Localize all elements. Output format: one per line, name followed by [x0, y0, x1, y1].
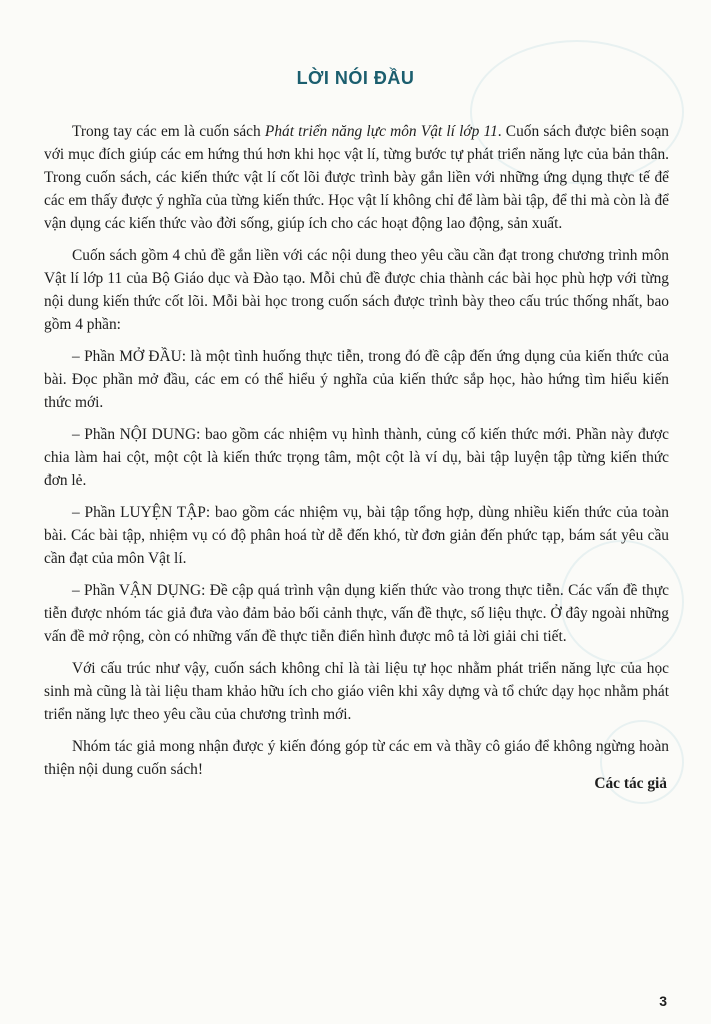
signature: Các tác giả	[594, 775, 667, 792]
foreword-body	[44, 120, 669, 790]
book-title: Phát triển năng lực môn Vật lí lớp 11	[264, 123, 498, 140]
intro-text-after: . Cuốn sách được biên soạn với mục đích giúp các em hứng thú hơn khi học vật lí, từng bước tự phát triển năng lực của bản thân. Trong cuốn sách, các kiến thức vật lí cốt lõi được trình bày gắn liền với những ứng dụng thực tế để các em thấy được ý nghĩa của từng kiến thức. Học vật lí không chỉ để làm bài tập, để thi mà còn là để vận dụng các kiến thức vào đời sống, giúp ích cho các hoạt động lao động, sản xuất.	[44, 123, 670, 232]
intro-paragraph	[44, 120, 669, 235]
page-number: 3	[659, 993, 667, 1009]
paragraph-summary: Với cấu trúc như vậy, cuốn sách không chỉ là tài liệu tự học nhằm phát triển năng lực của học sinh mà cũng là tài liệu tham khảo hữu ích cho giáo viên khi xây dựng và tổ chức dạy học nhằm phát triển năng lực theo yêu cầu của chương trình mới.	[44, 660, 669, 723]
paragraph-van-dung: – Phần VẬN DỤNG: Đề cập quá trình vận dụng kiến thức vào trong thực tiễn. Các vấn đề thực tiễn được nhóm tác giả đưa vào đảm bảo bối cảnh thực, vấn đề thực, số liệu thực. Ở đây ngoài những vấn đề mở rộng, còn có những vấn đề thực tiễn điển hình được mô tả lời giải chi tiết.	[44, 582, 669, 645]
paragraph-closing: Nhóm tác giả mong nhận được ý kiến đóng góp từ các em và thầy cô giáo để không ngừng hoàn thiện nội dung cuốn sách!	[44, 738, 669, 778]
paragraph-noi-dung: – Phần NỘI DUNG: bao gồm các nhiệm vụ hình thành, củng cố kiến thức mới. Phần này được chia làm hai cột, một cột là kiến thức trọng tâm, một cột là ví dụ, bài tập luyện tập từng kiến thức đơn lẻ.	[44, 426, 669, 489]
page-title: LỜI NÓI ĐẦU	[296, 68, 415, 88]
paragraph-luyen-tap: – Phần LUYỆN TẬP: bao gồm các nhiệm vụ, bài tập tổng hợp, dùng nhiều kiến thức của toàn bài. Các bài tập, nhiệm vụ có độ phân hoá từ dễ đến khó, từ đơn giản đến phức tạp, bám sát yêu cầu cần đạt của môn Vật lí.	[44, 504, 669, 567]
paragraph-structure: Cuốn sách gồm 4 chủ đề gắn liền với các nội dung theo yêu cầu cần đạt trong chương trình môn Vật lí lớp 11 của Bộ Giáo dục và Đào tạo. Mỗi chủ đề được chia thành các bài học phù hợp với từng nội dung kiến thức cốt lõi. Mỗi bài học trong cuốn sách được trình bày theo cấu trúc thống nhất, bao gồm 4 phần:	[44, 247, 669, 333]
intro-text-before: Trong tay các em là cuốn sách	[72, 123, 265, 140]
paragraph-mo-dau: – Phần MỞ ĐẦU: là một tình huống thực tiễn, trong đó đề cập đến ứng dụng của kiến thức của bài. Đọc phần mở đầu, các em có thể hiểu ý nghĩa của kiến thức sắp học, hào hứng tìm hiểu kiến thức mới.	[44, 348, 669, 411]
